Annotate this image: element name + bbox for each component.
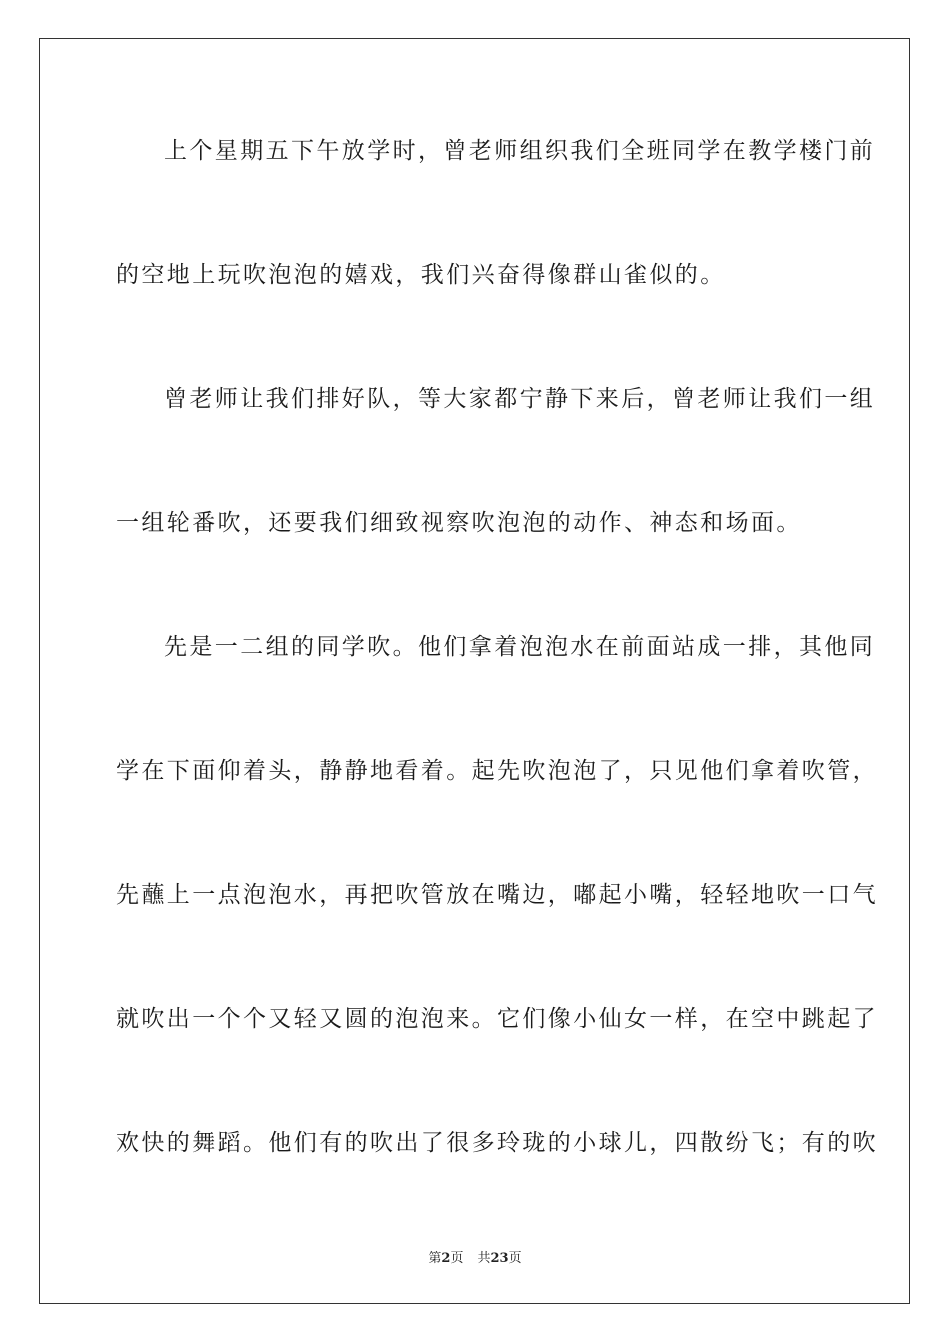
paragraph-3-line-2: 学在下面仰着头，静静地看着。起先吹泡泡了，只见他们拿着吹管， — [116, 758, 878, 784]
paragraph-2-line-2: 一组轮番吹，还要我们细致视察吹泡泡的动作、神态和场面。 — [116, 510, 802, 536]
paragraph-3-line-1: 先是一二组的同学吹。他们拿着泡泡水在前面站成一排，其他同 — [164, 634, 876, 660]
paragraph-1-line-2: 的空地上玩吹泡泡的嬉戏，我们兴奋得像群山雀似的。 — [116, 262, 726, 288]
page-suffix: 页 — [450, 1251, 464, 1266]
total-suffix: 页 — [508, 1251, 522, 1266]
paragraph-2-line-1: 曾老师让我们排好队，等大家都宁静下来后，曾老师让我们一组 — [164, 386, 876, 412]
page-border — [39, 38, 910, 1304]
paragraph-3-line-4: 就吹出一个个又轻又圆的泡泡来。它们像小仙女一样，在空中跳起了 — [116, 1006, 878, 1032]
paragraph-3-line-5: 欢快的舞蹈。他们有的吹出了很多玲珑的小球儿，四散纷飞；有的吹 — [116, 1130, 878, 1156]
total-pages: 23 — [490, 1251, 509, 1266]
total-prefix: 共 — [477, 1251, 491, 1266]
page-footer — [0, 1247, 950, 1266]
paragraph-1-line-1: 上个星期五下午放学时，曾老师组织我们全班同学在教学楼门前 — [164, 138, 876, 164]
paragraph-3-line-3: 先蘸上一点泡泡水，再把吹管放在嘴边，嘟起小嘴，轻轻地吹一口气 — [116, 882, 878, 908]
page-number: 2 — [441, 1251, 451, 1266]
page-prefix: 第 — [428, 1251, 442, 1266]
